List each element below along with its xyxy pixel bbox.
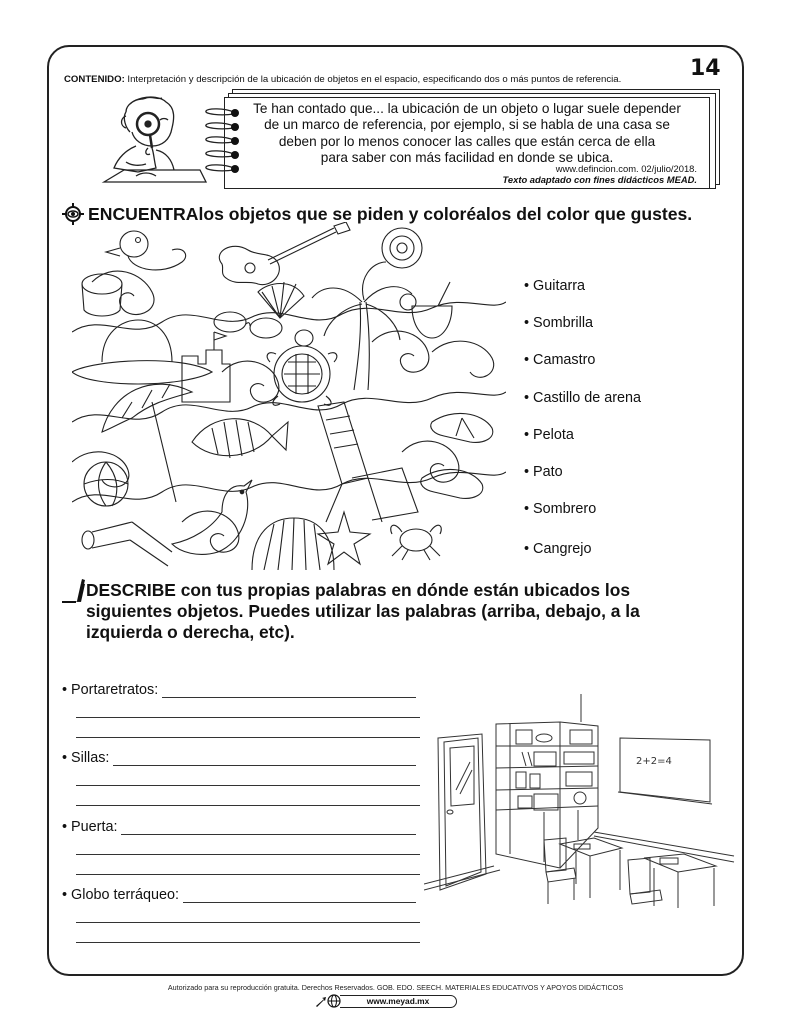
answer-line[interactable] [113, 751, 416, 766]
info-card-text [225, 101, 709, 167]
palm-tree-shape [312, 262, 412, 390]
object-name: Camastro [533, 352, 596, 369]
desk-left-shape [560, 838, 622, 898]
answer-line[interactable] [76, 698, 420, 718]
answer-line[interactable] [76, 766, 420, 786]
question-label: Portaretratos: [71, 682, 159, 698]
sun-hat-shape [72, 320, 212, 384]
question-label-row [62, 815, 422, 835]
answer-line[interactable] [183, 888, 416, 903]
describe-line: siguientes objetos. Puedes utilizar las palabras (arriba, debajo, a la [86, 601, 640, 621]
describe-line: DESCRIBE con tus propias palabras en dónde están ubicados los [86, 580, 631, 600]
sandcastle-shape [182, 332, 230, 402]
question-label: Globo terráqueo: [71, 887, 180, 903]
question-sillas [62, 746, 422, 806]
object-name: Sombrero [533, 501, 597, 518]
list-item [524, 314, 641, 351]
answer-line[interactable] [76, 855, 420, 875]
bullet: • [524, 315, 530, 332]
info-card-line: deben por lo menos conocer las calles que están cerca de ella [278, 133, 656, 149]
contenido-label: CONTENIDO: [64, 74, 125, 85]
shell-spiral-shape [382, 228, 422, 268]
info-card-note: Texto adaptado con fines didácticos MEAD. [502, 174, 697, 185]
contenido-line [64, 74, 621, 85]
find-keyword: ENCUENTRA [88, 203, 199, 224]
bullet: • [524, 389, 530, 406]
info-card [224, 97, 710, 189]
spiral-binding-icon [204, 106, 244, 178]
answer-line[interactable] [76, 923, 420, 943]
list-item [524, 500, 641, 537]
crab-shape [391, 525, 442, 560]
contenido-text: Interpretación y descripción de la ubicación de objetos en el espacio, especificando dos o más puntos de referencia. [124, 74, 622, 85]
door-shape [438, 734, 486, 890]
objects-to-find-list [524, 277, 641, 578]
question-label-row [62, 883, 422, 903]
answer-line[interactable] [76, 835, 420, 855]
object-name: Pelota [533, 426, 574, 443]
seagull-shape [172, 480, 252, 554]
footer-website[interactable] [314, 994, 460, 1008]
website-link[interactable]: www.meyad.mx [340, 995, 457, 1008]
seashell-shape [252, 518, 334, 570]
object-name: Sombrilla [533, 315, 594, 332]
answer-line[interactable] [121, 820, 416, 835]
duck-shape [106, 231, 186, 270]
describe-heading [62, 580, 640, 643]
list-item [524, 389, 641, 426]
page-number: 14 [690, 56, 721, 81]
flipflop-shape [421, 413, 493, 498]
question-puerta [62, 815, 422, 875]
info-card-source: www.defincion.com. 02/julio/2018. [555, 163, 697, 174]
info-card-line: Te han contado que... la ubicación de un objeto o lugar suele depender [253, 101, 681, 116]
bullet: • [524, 501, 530, 518]
bullet: • [524, 278, 530, 294]
object-name: Guitarra [533, 278, 586, 294]
object-name: Castillo de arena [533, 389, 642, 406]
bullet: • [524, 352, 530, 369]
boy-with-magnifier-illustration [96, 92, 214, 190]
question-portaretratos [62, 678, 422, 738]
list-item [524, 540, 641, 577]
question-label: Puerta: [71, 819, 118, 835]
bullet: • [62, 819, 68, 835]
drum-shape [82, 274, 122, 316]
blackboard-text: 2+2=4 [636, 756, 672, 767]
desk-right-shape [644, 854, 716, 908]
info-card-line: de un marco de referencia, por ejemplo, si se habla de una casa se [264, 117, 670, 133]
starfish-shape [318, 512, 370, 564]
question-label: Sillas: [71, 750, 110, 766]
bucket-shovel-shape [82, 522, 172, 566]
bookshelf-shape [496, 694, 598, 868]
waves-background [72, 271, 506, 552]
answer-line[interactable] [76, 786, 420, 806]
bullet: • [524, 426, 530, 443]
beach-chair-shape [318, 402, 418, 522]
list-item [524, 277, 641, 314]
fish-shape [192, 419, 288, 458]
object-name: Pato [533, 463, 563, 480]
question-label-row [62, 746, 422, 766]
object-name: Cangrejo [533, 541, 592, 558]
list-item [524, 463, 641, 500]
describe-line: izquierda o derecha, etc). [86, 622, 295, 642]
footer-text: Autorizado para su reproducción gratuita. Derechos Reservados. GOB. EDO. SEECH. MATERIALES EDUCATIVOS Y APOYOS DIDÁCTICOS [167, 983, 624, 992]
blackboard-shape [618, 738, 712, 804]
answer-line[interactable] [76, 903, 420, 923]
question-label-row [62, 678, 422, 698]
bullet: • [524, 463, 530, 480]
info-card-line: para saber con más facilidad en donde se ubica. [320, 150, 614, 166]
chair-right-shape [628, 858, 662, 904]
list-item [524, 426, 641, 463]
bullet: • [524, 541, 530, 558]
guitar-shape [219, 222, 350, 285]
classroom-illustration [424, 694, 738, 908]
answer-line[interactable] [162, 683, 416, 698]
list-item [524, 351, 641, 388]
answer-line[interactable] [76, 718, 420, 738]
beach-coloring-illustration [72, 222, 506, 570]
umbrella-shape [102, 384, 192, 502]
sunglasses-shape [214, 312, 282, 338]
pencil-icon [62, 578, 88, 604]
bullet: • [62, 682, 68, 698]
bullet: • [62, 887, 68, 903]
find-instruction: los objetos que se piden y coloréalos del color que gustes. [198, 203, 693, 224]
bullet: • [62, 750, 68, 766]
question-globo-terraqueo [62, 883, 422, 943]
